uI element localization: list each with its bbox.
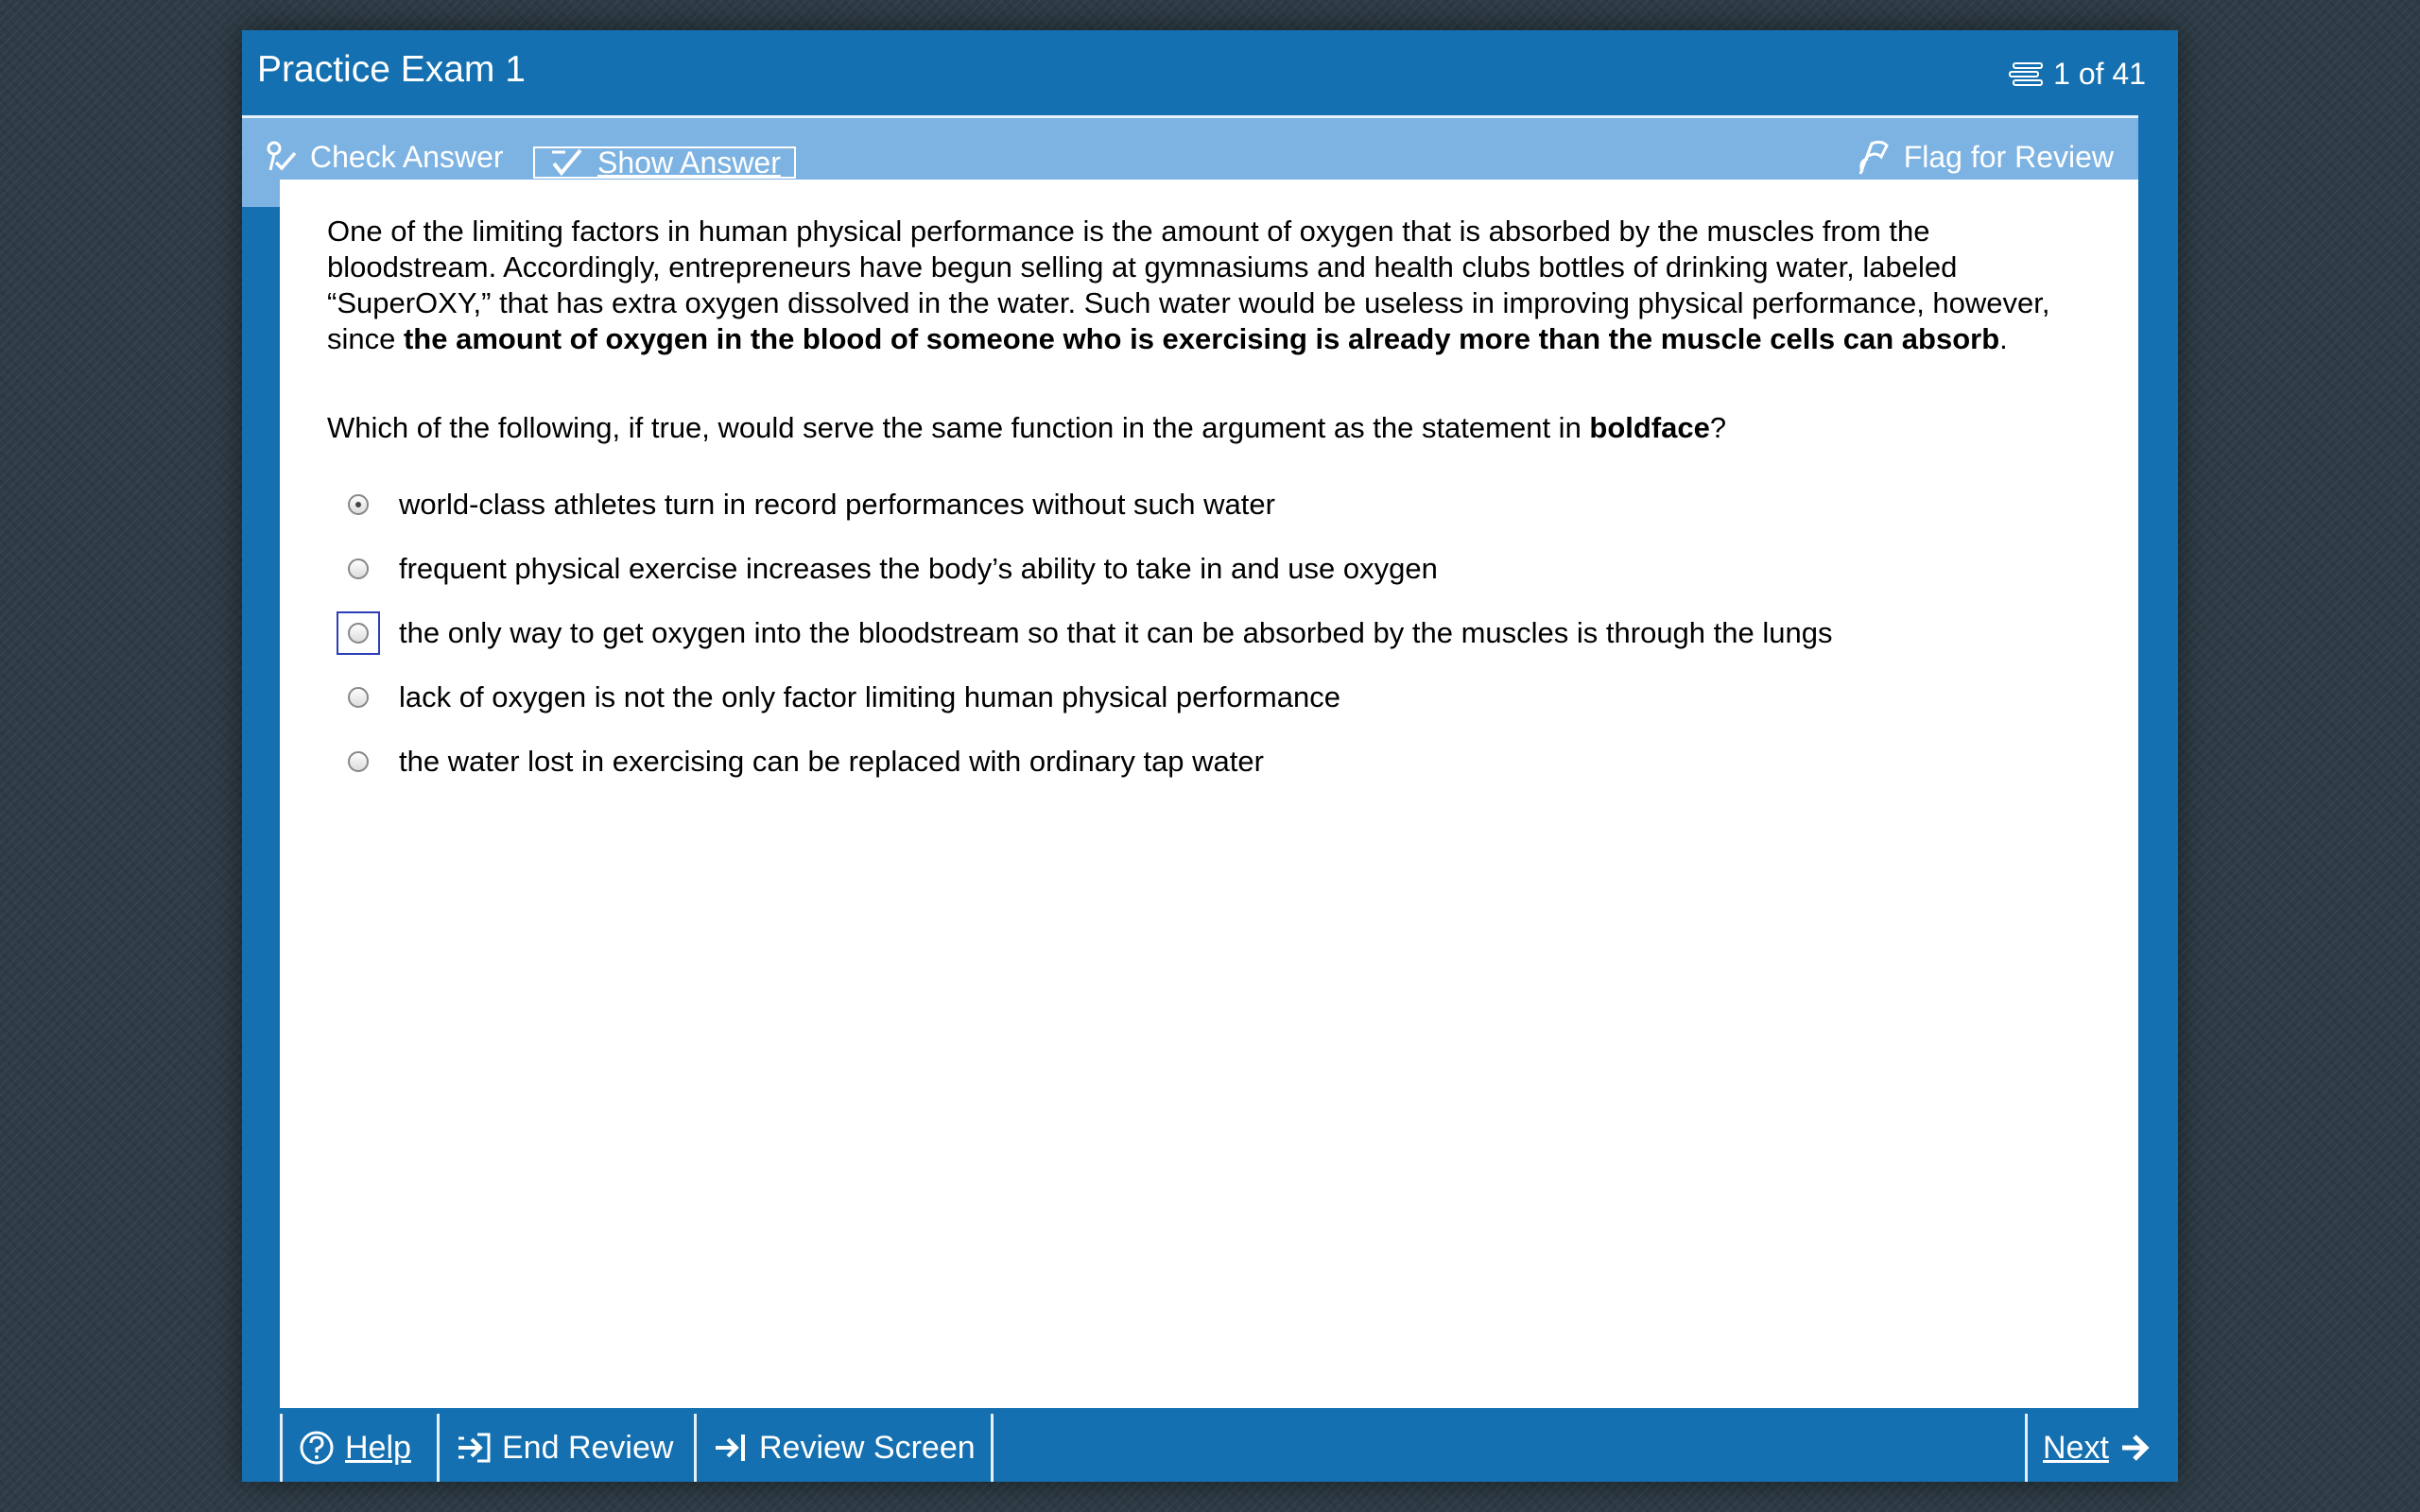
show-answer-button[interactable] (533, 146, 796, 179)
end-review-label: End Review (502, 1429, 674, 1466)
next-label: Next (2043, 1429, 2109, 1466)
help-button[interactable] (280, 1414, 426, 1482)
answer-option-label[interactable]: frequent physical exercise increases the body’s ability to take in and use oxygen (399, 552, 1438, 585)
answer-option[interactable] (337, 472, 2085, 537)
help-label: Help (345, 1429, 411, 1466)
flag-for-review-label: Flag for Review (1903, 139, 2114, 174)
radio-wrapper-focused[interactable] (337, 611, 380, 655)
answer-option-label[interactable]: the only way to get oxygen into the bloodstream so that it can be absorbed by the muscles is through the lungs (399, 616, 1833, 649)
question-prompt (327, 410, 2057, 446)
prompt-end: ? (1709, 411, 1727, 444)
answer-radio[interactable] (348, 751, 369, 772)
answer-radio[interactable] (348, 558, 369, 579)
radio-wrapper[interactable] (337, 483, 380, 526)
answer-option-label[interactable]: lack of oxygen is not the only factor limiting human physical performance (399, 680, 1340, 713)
prompt-text: Which of the following, if true, would serve the same function in the argument as the statement in (327, 411, 1590, 444)
flag-icon (1855, 138, 1893, 176)
stimulus-text: One of the limiting factors in human physical performance is the amount of oxygen that is absorbed by the muscles from the bloodstream. Accordingly, entrepreneurs have begun selling at gymnasiums and health clubs bottles of drinking water, labeled “SuperOXY,” that has extra oxygen dissolved in the water. Such water would be useless in improving physical performance, however, since (327, 215, 2050, 355)
check-answer-button[interactable] (261, 133, 504, 180)
radio-wrapper[interactable] (337, 547, 380, 591)
answer-radio[interactable] (348, 687, 369, 708)
end-review-button[interactable] (437, 1414, 688, 1482)
question-stimulus (327, 214, 2057, 357)
help-icon (298, 1429, 336, 1467)
radio-wrapper[interactable] (337, 740, 380, 783)
check-answer-icon (261, 138, 299, 176)
answer-options (337, 472, 2085, 794)
answer-option[interactable] (337, 601, 2085, 665)
review-screen-button[interactable] (694, 1414, 994, 1482)
answer-option-label[interactable]: world-class athletes turn in record performances without such water (399, 488, 1275, 521)
show-answer-label: Show Answer (597, 145, 781, 180)
review-screen-label: Review Screen (759, 1429, 976, 1466)
end-review-icon (455, 1431, 493, 1465)
question-counter (2008, 57, 2146, 92)
exam-title: Practice Exam 1 (257, 49, 526, 90)
title-bar (242, 30, 2178, 115)
footer-nav (242, 1414, 2178, 1482)
exam-window (242, 30, 2178, 1482)
answer-option[interactable] (337, 665, 2085, 730)
question-panel (280, 180, 2138, 1408)
answer-option[interactable] (337, 537, 2085, 601)
arrow-right-icon (2118, 1432, 2151, 1464)
radio-wrapper[interactable] (337, 676, 380, 719)
answer-option[interactable] (337, 730, 2085, 794)
check-answer-label: Check Answer (310, 139, 504, 174)
stimulus-boldface: the amount of oxygen in the blood of someone who is exercising is already more than the muscle cells can absorb (403, 322, 2000, 355)
prompt-boldface: boldface (1589, 411, 1710, 444)
stimulus-end: . (1999, 322, 2008, 355)
answer-option-label[interactable]: the water lost in exercising can be replaced with ordinary tap water (399, 745, 1264, 778)
list-icon (2008, 60, 2046, 89)
answer-radio[interactable] (348, 623, 369, 644)
flag-for-review-button[interactable] (1855, 133, 2114, 180)
show-answer-icon (548, 146, 586, 179)
next-button[interactable] (2025, 1414, 2178, 1482)
review-screen-icon (712, 1431, 750, 1465)
answer-radio-selected[interactable] (348, 494, 369, 515)
question-counter-text: 1 of 41 (2053, 57, 2146, 91)
